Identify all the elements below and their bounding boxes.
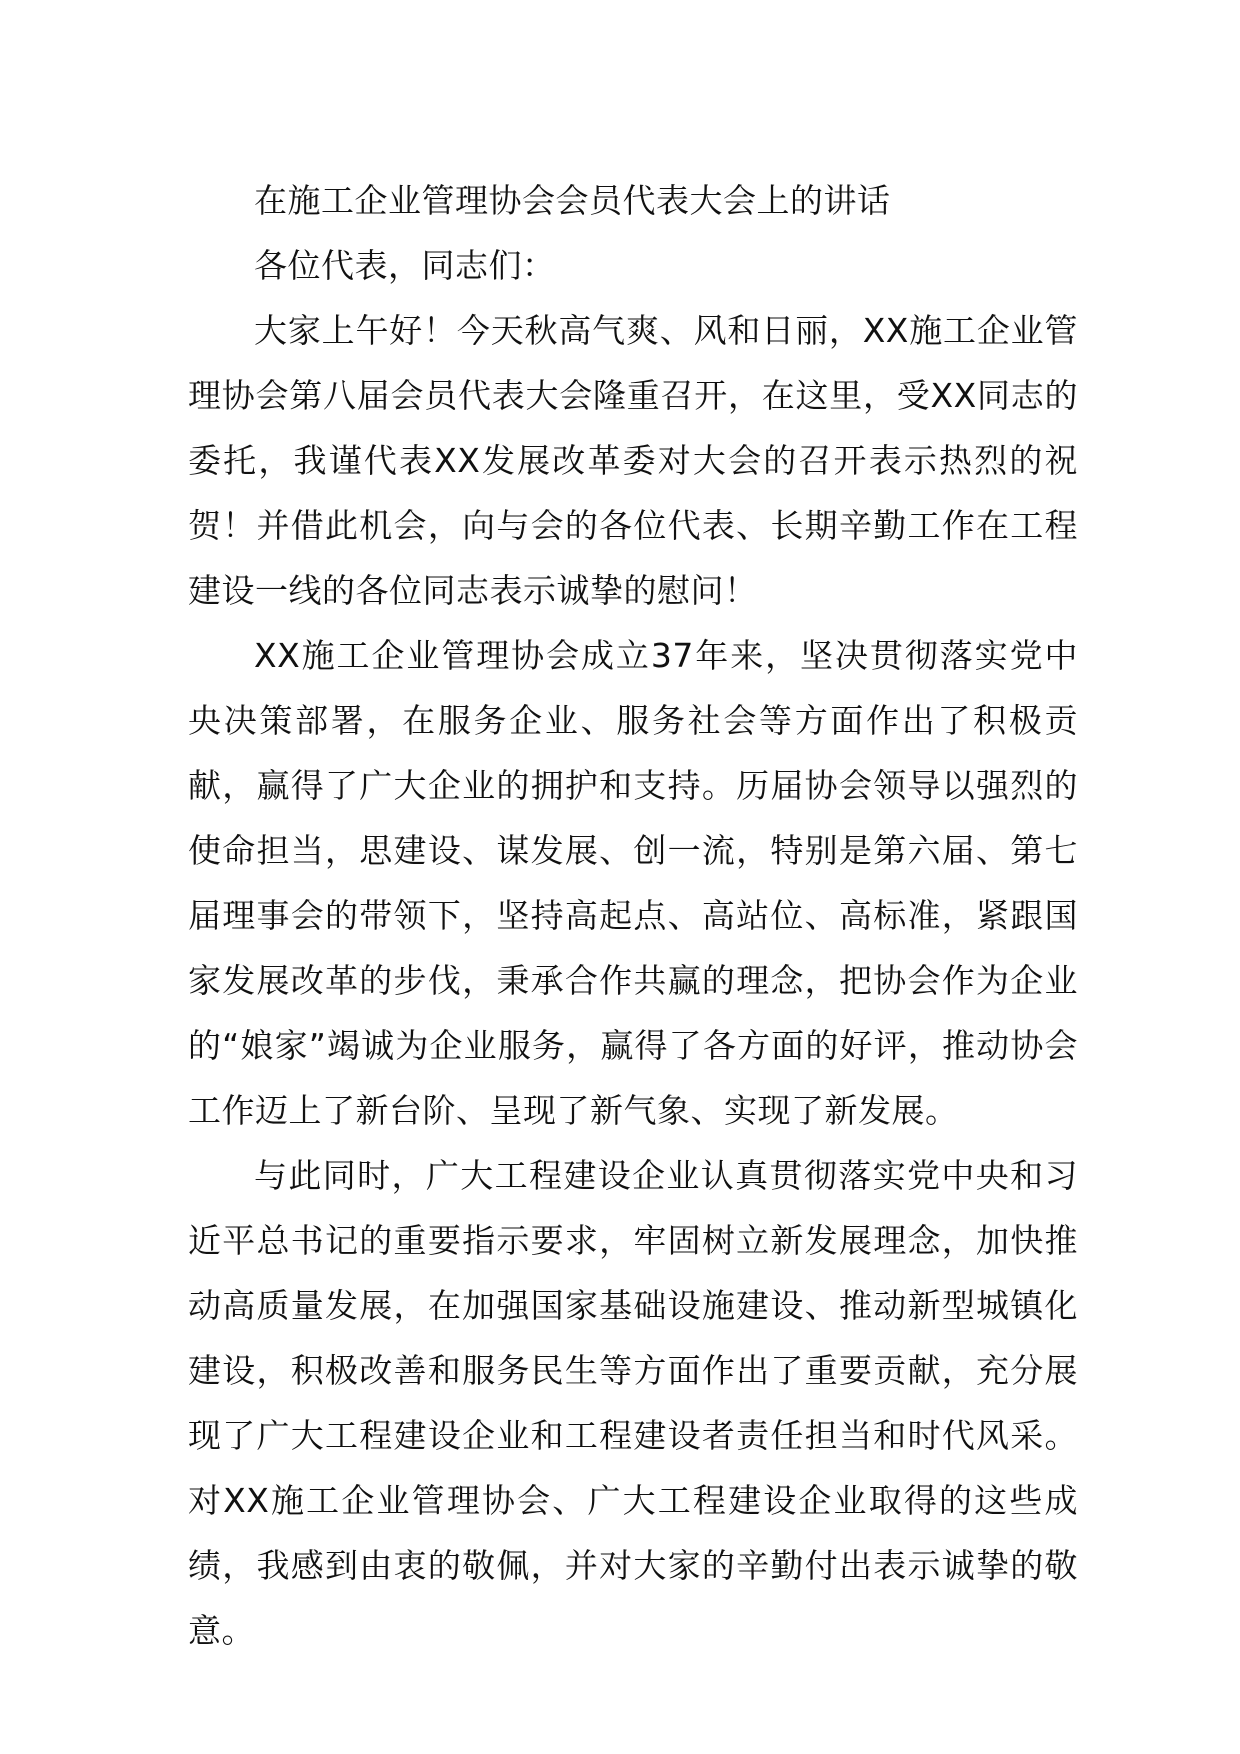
document-title: 在施工企业管理协会会员代表大会上的讲话 [254,181,891,220]
paragraph-2: XX施工企业管理协会成立37年来，坚决贯彻落实党中央决策部署，在服务企业、服务社会等方面作出了积极贡献，赢得了广大企业的拥护和支持。历届协会领导以强烈的使命担当，思建设、谋发展、创一流，特别是第六届、第七届理事会的带领下，坚持高起点、高站位、高标准，紧跟国家发展改革的步伐，秉承合作共赢的理念，把协会作为企业的“娘家”竭诚为企业服务，赢得了各方面的好评，推动协会工作迈上了新台阶、呈现了新气象、实现了新发展。 [188,636,1078,1130]
document-body [188,168,1078,1663]
paragraph-1: 大家上午好！今天秋高气爽、风和日丽，XX施工企业管理协会第八届会员代表大会隆重召开，在这里，受XX同志的委托，我谨代表XX发展改革委对大会的召开表示热烈的祝贺！并借此机会，向与会的各位代表、长期辛勤工作在工程建设一线的各位同志表示诚挚的慰问！ [188,311,1078,610]
salutation: 各位代表，同志们： [254,246,556,285]
paragraph-3: 与此同时，广大工程建设企业认真贯彻落实党中央和习近平总书记的重要指示要求，牢固树立新发展理念，加快推动高质量发展，在加强国家基础设施建设、推动新型城镇化建设，积极改善和服务民生等方面作出了重要贡献，充分展现了广大工程建设企业和工程建设者责任担当和时代风采。对XX施工企业管理协会、广大工程建设企业取得的这些成绩，我感到由衷的敬佩，并对大家的辛勤付出表示诚挚的敬意。 [188,1156,1078,1650]
